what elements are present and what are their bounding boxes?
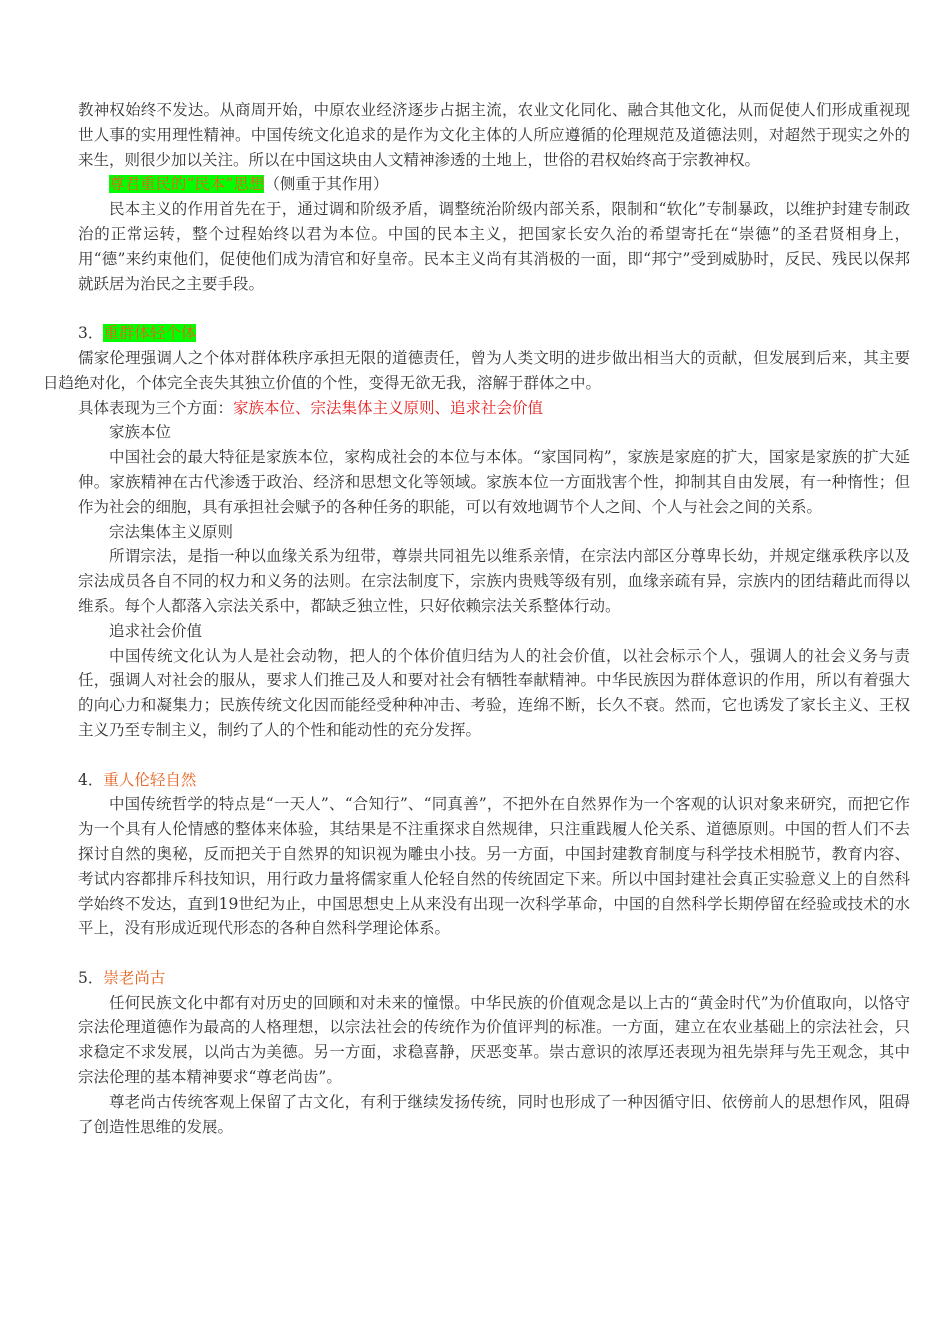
section-3-title: 重群体轻个体: [103, 324, 197, 343]
section-5-title: 崇老尚古: [103, 968, 166, 987]
subsection-body-clan: 所谓宗法，是指一种以血缘关系为纽带，尊崇共同祖先以维系亲情，在宗法内部区分尊卑长幼，并规定继承秩序以及宗法成员各自不同的权力和义务的法则。在宗法制度下，宗族内贵贱等级有别，血缘亲疏有异，宗族内的团结藉此而得以维系。每个人都落入宗法关系中，都缺乏独立性，只好依赖宗法关系整体行动。: [78, 547, 910, 615]
subsection-title-family: 家族本位: [109, 423, 172, 442]
subsection-title-clan: 宗法集体主义原则: [109, 522, 234, 541]
spacer: [78, 743, 910, 768]
spacer: [78, 941, 910, 966]
section-4-heading: [78, 768, 910, 793]
section-4-title: 重人伦轻自然: [103, 770, 197, 789]
section-3-paragraph: 儒家伦理强调人之个体对群体秩序承担无限的道德责任，曾为人类文明的进步做出相当大的贡献，但发展到后来，其主要日趋绝对化，个体完全丧失其独立价值的个性，变得无欲无我，溶解于群体之中。: [43, 348, 910, 392]
subsection-body-family: 中国社会的最大特征是家族本位，家构成社会的本位与本体。“家国同构”，家族是家庭的扩大，国家是家族的扩大延伸。家族精神在古代渗透于政治、经济和思想文化等领域。家族本位一方面戕害个性，抑制其自由发展，有一种惰性；但作为社会的细胞，具有承担社会赋予的各种任务的职能，可以有效地调节个人之间、个人与社会之间的关系。: [78, 448, 910, 516]
subsection-body-social-value: 中国传统文化认为人是社会动物，把人的个体价值归结为人的社会价值，以社会标示个人，强调人的社会义务与责任，强调人对社会的服从，要求人们推己及人和要对社会有牺牲奉献精神。中华民族因为群体意识的作用，所以有着强大的向心力和凝集力；民族传统文化因而能经受种种冲击、考验，连绵不断，长久不衰。然而，它也诱发了家长主义、王权主义乃至专制主义，制约了人的个性和能动性的充分发挥。: [78, 646, 910, 739]
aspects-line: [78, 396, 910, 421]
minben-title: 尊君重民的“民本”思想: [109, 175, 265, 194]
section-5-paragraph-1: 任何民族文化中都有对历史的回顾和对未来的憧憬。中华民族的价值观念是以上古的“黄金时代”为价值取向，以恪守宗法伦理道德作为最高的人格理想，以宗法社会的传统作为价值评判的标准。一方面，建立在农业基础上的宗法社会，只求稳定不求发展，以尚古为美德。另一方面，求稳喜静，厌恶变革。崇古意识的浓厚还表现为祖先崇拜与先王观念，其中宗法伦理的基本精神要求“尊老尚齿”。: [78, 993, 910, 1087]
subsection-title-social-value: 追求社会价值: [109, 621, 203, 640]
minben-note: （侧重于其作用）: [264, 175, 389, 194]
section-4-number: 4．: [78, 770, 104, 789]
minben-heading: [78, 172, 910, 197]
section-5-heading: [78, 966, 910, 991]
spacer: [78, 296, 910, 321]
minben-paragraph: 民本主义的作用首先在于，通过调和阶级矛盾，调整统治阶级内部关系，限制和“软化”专制暴政，以维护封建专制政治的正常运转，整个过程始终以君为本位。中国的民本主义，把国家长安久治的希望寄托在“崇德”的圣君贤相身上，用“德”来约束他们，促使他们成为清官和好皇帝。民本主义尚有其消极的一面，即“邦宁”受到威胁时，反民、残民以保邦就跃居为治民之主要手段。: [78, 200, 910, 293]
section-5-number: 5．: [78, 968, 104, 987]
section-4-paragraph: 中国传统哲学的特点是“一天人”、“合知行”、“同真善”，不把外在自然界作为一个客观的认识对象来研究，而把它作为一个具有人伦情感的整体来体验，其结果是不注重探求自然规律，只注重践履人伦关系、道德原则。中国的哲人们不去探讨自然的奥秘，反而把关于自然界的知识视为雕虫小技。另一方面，中国封建教育制度与科学技术相脱节，教育内容、考试内容都排斥科技知识，用行政力量将儒家重人伦轻自然的传统固定下来。所以中国封建社会真正实验意义上的自然科学始终不发达，直到19世纪为止，中国思想史上从来没有出现一次科学革命，中国的自然科学长期停留在经验或技术的水平上，没有形成近现代形态的各种自然科学理论体系。: [78, 795, 910, 938]
section-5-paragraph-2: 尊老尚古传统客观上保留了古文化，有利于继续发扬传统，同时也形成了一种因循守旧、依傍前人的思想作风，阻碍了创造性思维的发展。: [78, 1092, 910, 1136]
aspects-list: 家族本位、宗法集体主义原则、追求社会价值: [233, 398, 544, 417]
document-page: [43, 98, 910, 1139]
section-3-heading: [78, 321, 910, 346]
section-3-number: 3．: [78, 324, 104, 343]
intro-paragraph: 教神权始终不发达。从商周开始，中原农业经济逐步占据主流，农业文化同化、融合其他文化，从而促使人们形成重视现世人事的实用理性精神。中国传统文化追求的是作为文化主体的人所应遵循的伦理规范及道德法则，对超然于现实之外的来生，则很少加以关注。所以在中国这块由人文精神渗透的土地上，世俗的君权始终高于宗教神权。: [78, 101, 910, 169]
aspects-intro: 具体表现为三个方面：: [78, 398, 234, 417]
